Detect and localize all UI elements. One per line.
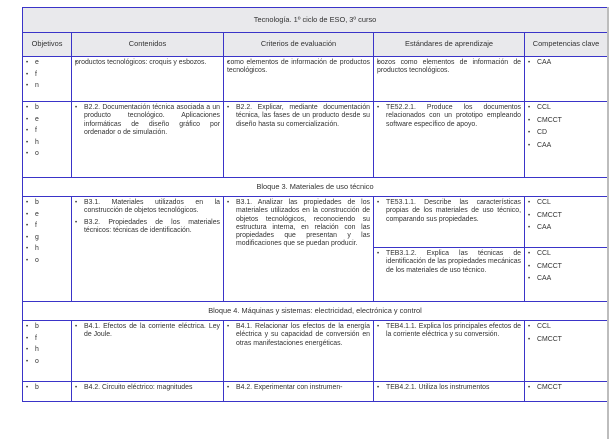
block-header-row: [23, 178, 608, 197]
objetivo-item: • g: [26, 234, 68, 246]
objetivos-cell: [23, 57, 72, 102]
estandar-text: • TEB4.2.1. Utiliza los instrumentos: [377, 384, 521, 392]
contenidos-cell: [72, 321, 224, 382]
estandar-text: • TEB3.1.2. Explica las técnicas de identificación de las propiedades mecánicas de los materiales de uso técnico.: [377, 250, 521, 275]
competencia-item: • CD: [528, 129, 604, 142]
objetivo-item: • b: [26, 323, 68, 335]
competencia-item: • CCL: [528, 323, 604, 336]
competencia-item: • CMCCT: [528, 263, 604, 276]
criterio-text: • B4.1. Relacionar los efectos de la energía eléctrica y su capacidad de conversión en otras manifestaciones energéticas.: [227, 323, 370, 348]
competencias-cell: [525, 197, 608, 302]
header-competencias: Competencias clave: [525, 33, 608, 57]
criterio-text: • como elementos de información de productos tecnológicos.: [227, 59, 370, 76]
contenidos-cell: [72, 102, 224, 178]
contenido-text: • productos tecnológicos: croquis y esbozos.: [75, 59, 220, 67]
criterio-text: • B4.2. Experimentar con instrumen-: [227, 384, 370, 392]
objetivos-cell: [23, 102, 72, 178]
objetivos-cell: [23, 382, 72, 402]
objetivo-item: • e: [26, 116, 68, 128]
header-objetivos: Objetivos: [23, 33, 72, 57]
objetivo-item: • f: [26, 71, 68, 83]
criterios-cell: [224, 197, 374, 302]
header-estandares: Estándares de aprendizaje: [374, 33, 525, 57]
column-header-row: [23, 33, 608, 57]
block-header-row: [23, 302, 608, 321]
table-row: [23, 197, 608, 302]
contenidos-cell: [72, 382, 224, 402]
objetivo-item: • h: [26, 245, 68, 257]
competencias-cell: [525, 57, 608, 102]
estandar-divider: [374, 247, 524, 248]
criterios-cell: [224, 102, 374, 178]
objetivo-item: • b: [26, 104, 68, 116]
estandares-cell: [374, 321, 525, 382]
competencia-item: • CMCCT: [528, 212, 604, 225]
criterio-text: • B2.2. Explicar, mediante documentación técnica, las fases de un producto desde su diseño hasta su comercialización.: [227, 104, 370, 129]
header-contenidos: Contenidos: [72, 33, 224, 57]
objetivo-item: • h: [26, 139, 68, 151]
estandares-cell: [374, 57, 525, 102]
competencias-cell: [525, 321, 608, 382]
page-edge-shadow: [607, 7, 609, 439]
criterios-cell: [224, 57, 374, 102]
objetivo-item: • o: [26, 257, 68, 269]
competencias-cell: [525, 382, 608, 402]
estandar-text: • TE53.1.1. Describe las características propias de los materiales de uso técnico, comparando sus propiedades.: [377, 199, 521, 243]
competencia-item: • CMCCT: [528, 384, 604, 397]
header-criterios: Criterios de evaluación: [224, 33, 374, 57]
table-row: [23, 321, 608, 382]
competencia-item: • CMCCT: [528, 336, 604, 349]
table-title-row: [23, 8, 608, 33]
criterios-cell: [224, 321, 374, 382]
estandares-cell: [374, 102, 525, 178]
bloque-3-title: Bloque 3. Materiales de uso técnico: [23, 178, 608, 197]
contenido-text: • B4.2. Circuito eléctrico: magnitudes: [75, 384, 220, 392]
competencia-item: • CCL: [528, 250, 604, 263]
estandar-text: • bozos como elementos de información de productos tecnológicos.: [377, 59, 521, 76]
curriculum-sheet: [22, 7, 607, 439]
contenidos-cell: [72, 197, 224, 302]
estandares-cell: [374, 197, 525, 302]
objetivo-item: • f: [26, 222, 68, 234]
table-row: [23, 57, 608, 102]
objetivo-item: • f: [26, 127, 68, 139]
curriculum-table: [22, 7, 608, 402]
contenido-text: • B2.2. Documentación técnica asociada a un producto tecnológico. Aplicaciones informáticas de diseño gráfico por ordenador o de simulación.: [75, 104, 220, 137]
objetivos-cell: [23, 321, 72, 382]
objetivo-item: • o: [26, 150, 68, 162]
contenido-text: • B3.2. Propiedades de los materiales técnicos: técnicas de identificación.: [75, 219, 220, 236]
criterio-text: • B3.1. Analizar las propiedades de los materiales utilizados en la construcción de objetos tecnológicos, reconociendo su estructura interna, en relación con las propiedades que presentan y las modificaciones que se puedan producir.: [227, 199, 370, 249]
objetivo-item: • f: [26, 335, 68, 347]
competencia-item: • CCL: [528, 199, 604, 212]
competencia-item: • CMCCT: [528, 117, 604, 130]
estandares-cell: [374, 382, 525, 402]
page-bottom-crop: [0, 425, 590, 439]
objetivos-cell: [23, 197, 72, 302]
table-row: [23, 102, 608, 178]
contenido-text: • B4.1. Efectos de la corriente eléctrica. Ley de Joule.: [75, 323, 220, 340]
objetivo-item: • e: [26, 59, 68, 71]
estandar-text: • TEB4.1.1. Explica los principales efectos de la corriente eléctrica y su conversión.: [377, 323, 521, 340]
objetivo-item: • b: [26, 384, 68, 396]
competencia-item: • CAA: [528, 224, 604, 237]
objetivo-item: • e: [26, 211, 68, 223]
competencia-divider: [525, 247, 607, 248]
competencia-item: • CAA: [528, 59, 604, 72]
bloque-4-title: Bloque 4. Máquinas y sistemas: electricidad, electrónica y control: [23, 302, 608, 321]
table-title: Tecnología. 1º ciclo de ESO, 3º curso: [23, 8, 608, 33]
criterios-cell: [224, 382, 374, 402]
table-row: [23, 382, 608, 402]
competencia-item: • CAA: [528, 142, 604, 155]
competencia-item: • CCL: [528, 104, 604, 117]
competencias-cell: [525, 102, 608, 178]
competencia-item: • CAA: [528, 275, 604, 288]
objetivo-item: • o: [26, 358, 68, 370]
objetivo-item: • n: [26, 82, 68, 94]
objetivo-item: • b: [26, 199, 68, 211]
contenidos-cell: [72, 57, 224, 102]
estandar-text: • TE52.2.1. Produce los documentos relacionados con un prototipo empleando software específico de apoyo.: [377, 104, 521, 129]
contenido-text: • B3.1. Materiales utilizados en la construcción de objetos tecnológicos.: [75, 199, 220, 216]
objetivo-item: • h: [26, 346, 68, 358]
